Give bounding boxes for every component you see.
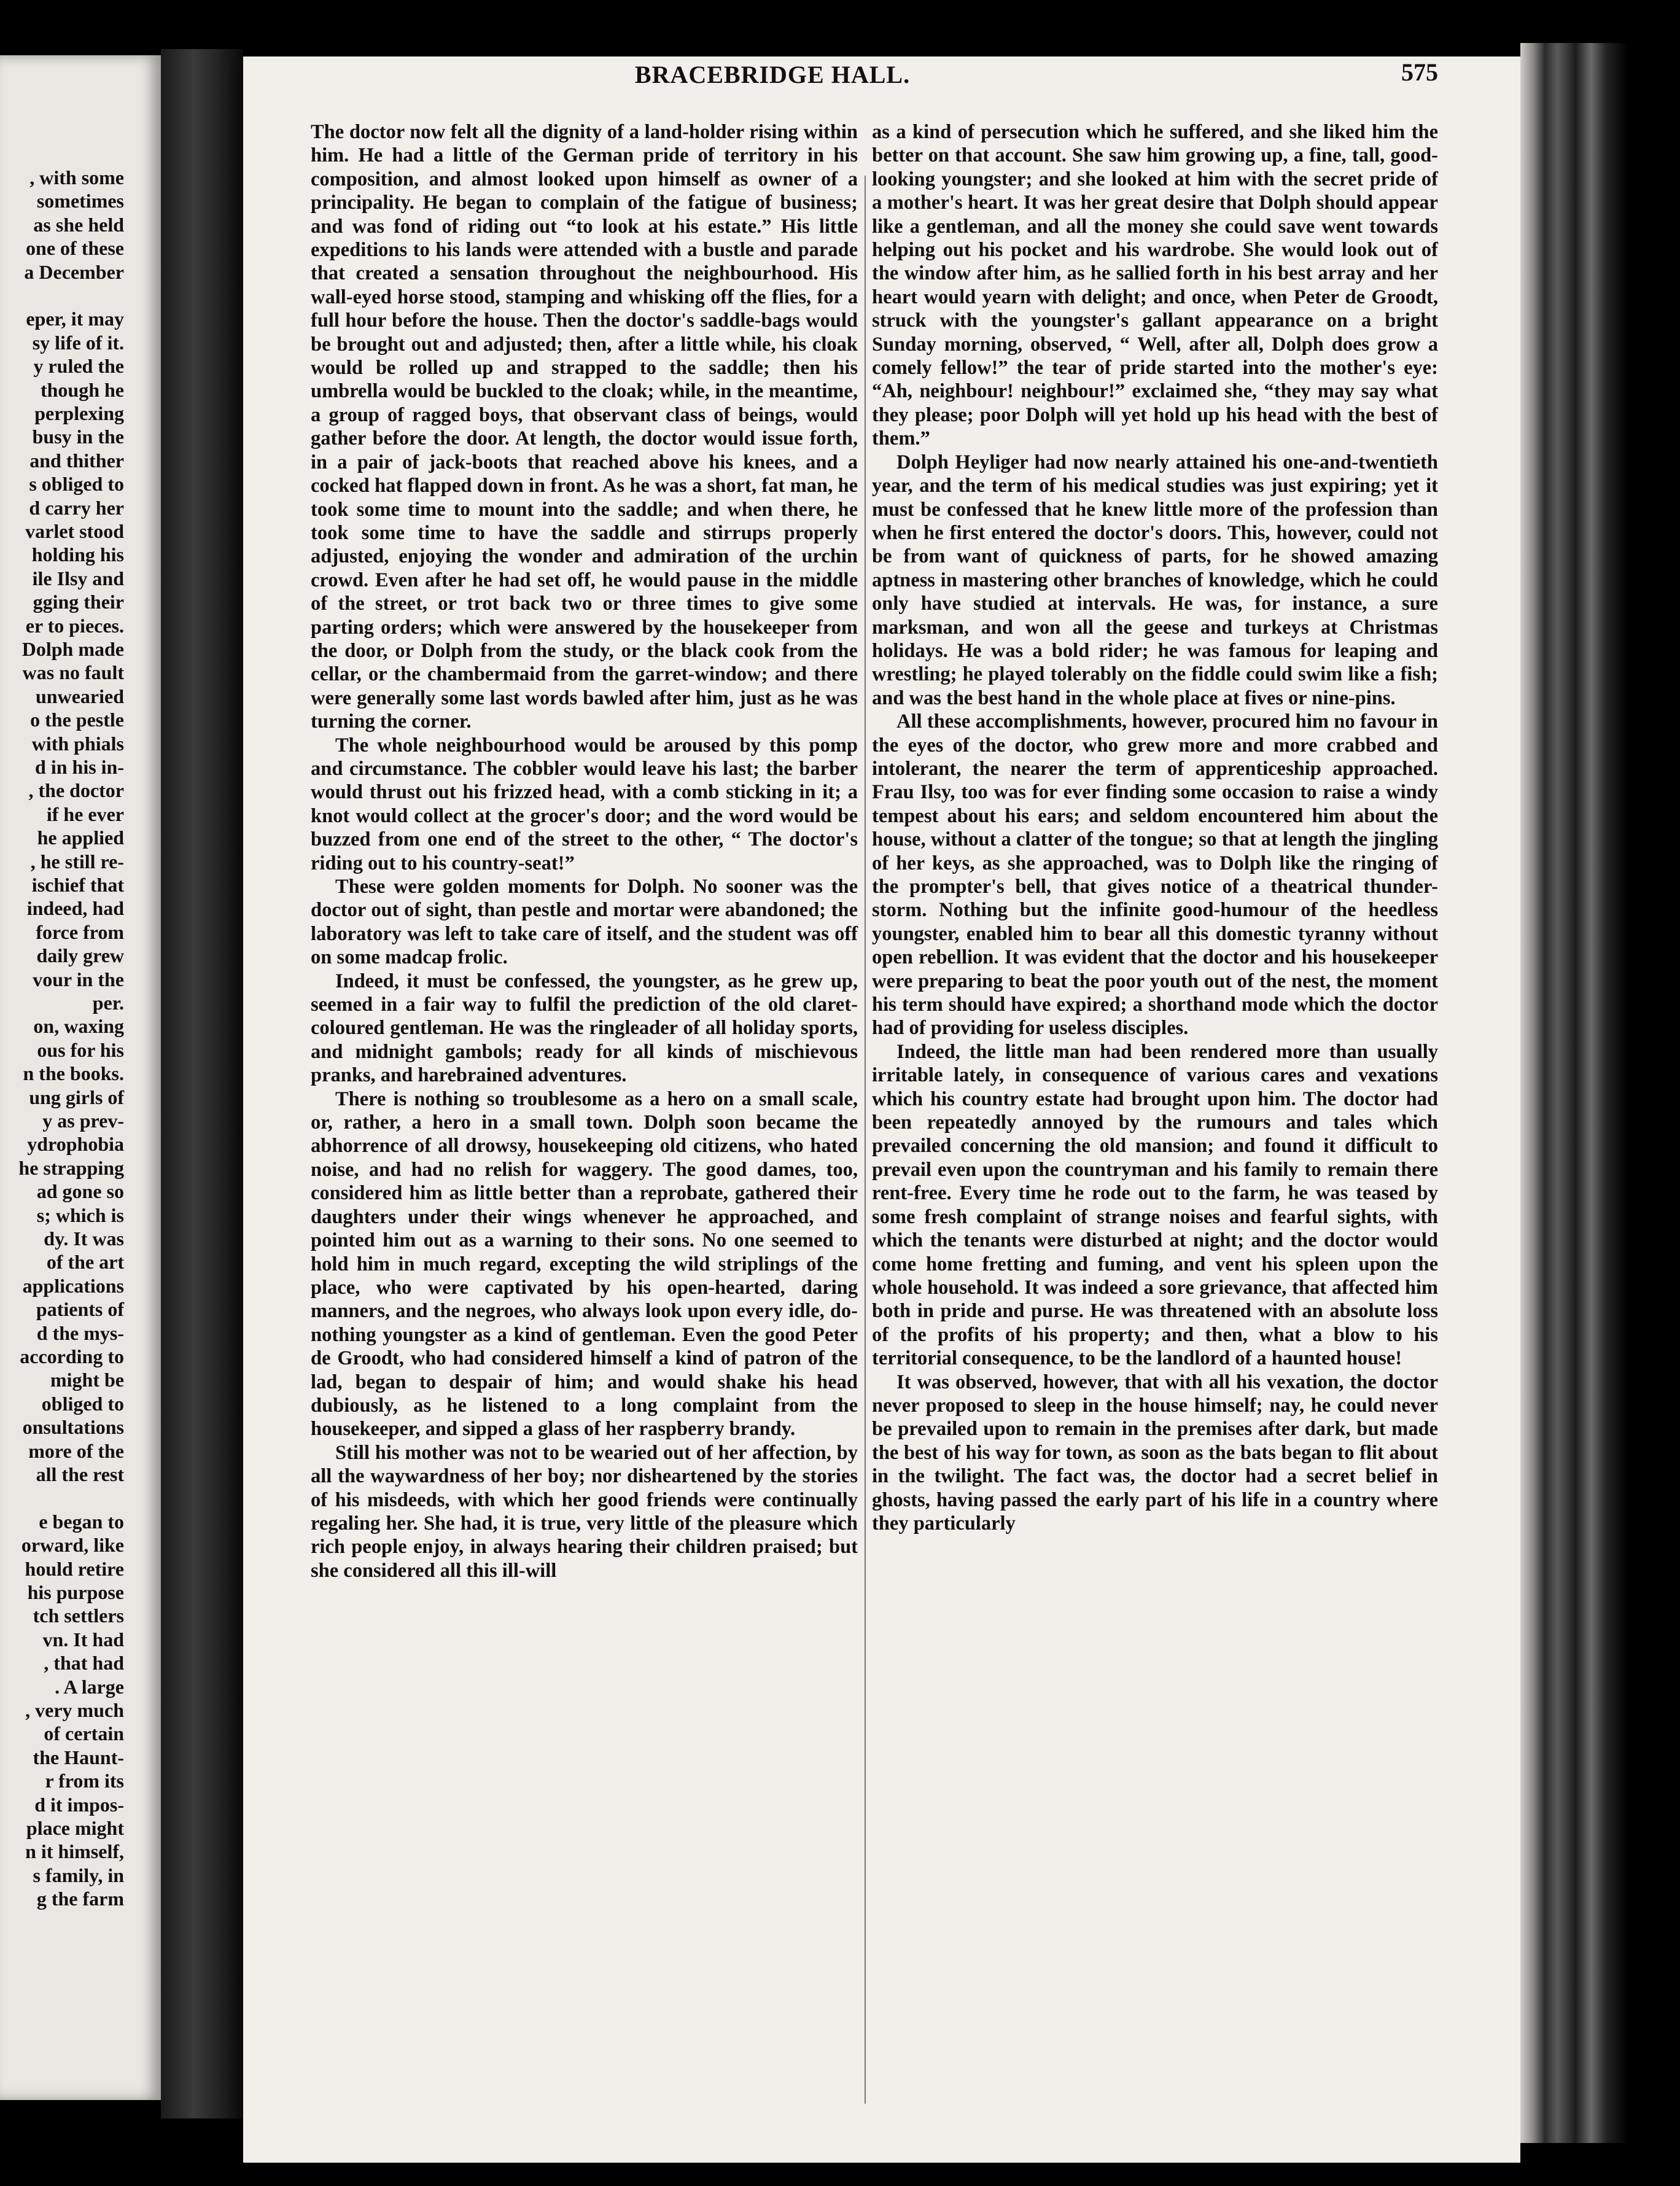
- fragment-line: r from its: [45, 1770, 124, 1792]
- fragment-line: obliged to: [41, 1392, 124, 1415]
- fragment-line: on, waxing: [33, 1015, 124, 1038]
- fragment-line: d carry her: [29, 496, 124, 519]
- fragment-line: varlet stood: [25, 520, 124, 542]
- fragment-line: n it himself,: [25, 1840, 124, 1863]
- fragment-line: sy life of it.: [32, 331, 124, 354]
- fragment-line: ile Ilsy and: [32, 567, 124, 589]
- fragment-line: dy. It was: [44, 1227, 124, 1250]
- fragment-line: holding his: [31, 543, 124, 566]
- fragment-line: . A large: [55, 1675, 124, 1698]
- fragment-line: n the books.: [23, 1062, 124, 1085]
- fragment-line: indeed, had: [26, 897, 124, 920]
- fragment-line: he applied: [37, 827, 124, 849]
- fragment-line: , very much: [25, 1699, 124, 1721]
- page-edge-stack: [1520, 43, 1680, 2143]
- book-gutter: [161, 49, 243, 2118]
- fragment-line: more of the: [28, 1439, 124, 1462]
- fragment-line: vn. It had: [42, 1628, 124, 1651]
- fragment-line: hould retire: [25, 1557, 124, 1580]
- fragment-line: per.: [92, 992, 124, 1014]
- fragment-line: er to pieces.: [25, 614, 124, 637]
- fragment-line: force from: [36, 920, 124, 943]
- fragment-line: g the farm: [36, 1888, 124, 1910]
- fragment-line: y ruled the: [33, 355, 124, 378]
- fragment-line: sometimes: [36, 190, 124, 212]
- fragment-line: as she held: [33, 213, 124, 236]
- paragraph: The doctor now felt all the dignity of a land-holder rising within him. He had a little of the German pride of territory in his composition, and almost looked upon himself as owner of a principality. He began to complain of the fatigue of business; and was fond of riding out “to look at his estate.” His little expeditions to his lands were attended with a bustle and parade that created a sensation throughout the neighbourhood. His wall-eyed horse stood, stamping and whisking off the flies, for a full hour before the house. Then the doctor's saddle-bags would be brought out and adjusted; then, after a little while, his cloak would be rolled up and strapped to the saddle; then his umbrella would be buckled to the cloak; while, in the meantime, a group of ragged boys, that observant class of beings, would gather before the door. At length, the doctor would issue forth, in a pair of jack-boots that reached above his knees, and a cocked hat flapped down in front. As he was a short, fat man, he took some time to mount into the saddle; and when there, he took some time to have the saddle and stirrups properly adjusted, enjoying the wonder and admiration of the urchin crowd. Even after he had set off, he would pause in the middle of the street, or trot back two or three times to give some parting orders; which were answered by the housekeeper from the door, or Dolph from the study, or the black cook from the cellar, or the chambermaid from the garret-window; and there were generally some last words bawled after him, just as he was turning the corner.: [311, 121, 858, 733]
- fragment-line: onsultations: [22, 1416, 124, 1439]
- fragment-line: all the rest: [36, 1463, 124, 1485]
- fragment-line: ous for his: [37, 1038, 124, 1061]
- fragment-line: a December: [24, 260, 124, 283]
- fragment-line: d the mys-: [36, 1321, 124, 1344]
- fragment-line: of certain: [44, 1722, 124, 1745]
- fragment-line: e began to: [39, 1510, 124, 1533]
- fragment-line: busy in the: [32, 426, 124, 448]
- fragment-line: place might: [26, 1817, 124, 1839]
- fragment-line: Dolph made: [21, 638, 124, 660]
- fragment-line: the Haunt-: [33, 1746, 124, 1768]
- fragment-line: of the art: [46, 1251, 124, 1274]
- fragment-line: his purpose: [27, 1581, 124, 1603]
- fragment-line: patients of: [36, 1298, 124, 1321]
- fragment-line: o the pestle: [30, 709, 124, 731]
- fragment-line: and thither: [29, 449, 124, 472]
- paragraph: The whole neighbourhood would be aroused by this pomp and circumstance. The cobbler would leave his last; the barber would thrust out his frizzed head, with a comb sticking in it; a knot would collect at the grocer's door; and the word would be buzzed from one end of the street to the other, “ The doctor's riding out to his country-seat!”: [311, 734, 858, 874]
- left-text-column: [311, 120, 858, 2147]
- fragment-line: , with some: [29, 166, 124, 189]
- fragment-line: s obliged to: [29, 473, 124, 496]
- paragraph: There is nothing so troublesome as a hero on a small scale, or, rather, a hero in a small town. Dolph soon became the abhorrence of all drowsy, housekeeping old citizens, who hated noise, and had no relish for waggery. The good dames, too, considered him as little better than a reprobate, gathered their daughters under their wings whenever he approached, and pointed him out as a warning to their sons. No one seemed to hold him in much regard, excepting the wild striplings of the place, who were captivated by his open-hearted, daring manners, and the negroes, who always look upon every idle, do-nothing youngster as a kind of gentleman. Even the good Peter de Groodt, who had considered himself a kind of patron of the lad, began to despair of him; and would shake his head dubiously, as he listened to a long complaint from the housekeeper, and sipped a glass of her raspberry brandy.: [311, 1087, 858, 1441]
- fragment-line: according to: [20, 1345, 124, 1367]
- fragment-line: was no fault: [22, 661, 124, 684]
- fragment-line: with phials: [31, 732, 124, 755]
- right-text-column: [872, 120, 1438, 2147]
- previous-page-fragment: [0, 55, 161, 2100]
- fragment-line: tch settlers: [33, 1604, 124, 1627]
- fragment-line: y as prev-: [42, 1110, 124, 1132]
- paragraph: Indeed, the little man had been rendered more than usually irritable lately, in consequence of various cares and vexations which his country estate had brought upon him. The doctor had been repeatedly annoyed by the rumours and tales which prevailed concerning the old mansion; and found it difficult to prevail even upon the countryman and his family to remain there rent-free. Every time he rode out to the farm, he was teased by some fresh complaint of strange noises and fearful sights, with which the tenants were disturbed at night; and the doctor would come home fretting and fuming, and vent his spleen upon the whole household. It was indeed a sore grievance, that affected him both in pride and purse. He was threatened with an absolute loss of the profits of his property; and then, what a blow to his territorial consequence, to be the landlord of a haunted house!: [872, 1040, 1438, 1370]
- paragraph: It was observed, however, that with all his vexation, the doctor never proposed to sleep in the house himself; nay, he could never be prevailed upon to remain in the premises after dark, but made the best of his way for town, as soon as the bats began to flit about in the twilight. The fact was, the doctor had a secret belief in ghosts, having passed the early part of his life in a country where they particularly: [872, 1371, 1438, 1534]
- fragment-line: perplexing: [34, 402, 124, 424]
- fragment-line: he strapping: [18, 1156, 124, 1179]
- fragment-line: , that had: [44, 1652, 124, 1675]
- paragraph: as a kind of persecution which he suffered, and she liked him the better on that account. She saw him growing up, a fine, tall, good-looking youngster; and she looked at him with the secret pride of a mother's heart. It was her great desire that Dolph should appear like a gentleman, and all the money she could save went towards helping out his pocket and his wardrobe. She would look out of the window after him, as he sallied forth in his best array and her heart would yearn with delight; and once, when Peter de Groodt, struck with the youngster's gallant appearance on a bright Sunday morning, observed, “ Well, after all, Dolph does grow a comely fellow!” the tear of pride started into the mother's eye: “Ah, neighbour! neighbour!” exclaimed she, “they may say what they please; poor Dolph will yet hold up his head with the best of them.”: [872, 121, 1438, 450]
- paragraph: Indeed, it must be confessed, the youngster, as he grew up, seemed in a fair way to fulfil the prediction of the old claret-coloured gentleman. He was the ringleader of all holiday sports, and midnight gambols; ready for all kinds of mischievous pranks, and harebrained adventures.: [311, 970, 858, 1087]
- running-title: BRACEBRIDGE HALL.: [634, 61, 911, 88]
- fragment-line: if he ever: [46, 803, 124, 825]
- fragment-line: unwearied: [36, 685, 124, 707]
- paragraph: Still his mother was not to be wearied out of her affection, by all the waywardness of her boy; nor disheartened by the stories of his misdeeds, with which her good friends were continually regaling her. She had, it is true, very little of the pleasure which rich people enjoy, in always hearing their children praised; but she considered all this ill-will: [311, 1441, 858, 1582]
- fragment-line: , he still re-: [30, 850, 124, 873]
- fragment-line: ung girls of: [29, 1086, 124, 1108]
- fragment-line: daily grew: [36, 944, 124, 967]
- fragment-line: vour in the: [33, 968, 124, 990]
- fragment-line: might be: [50, 1369, 124, 1391]
- fragment-line: s; which is: [36, 1204, 124, 1226]
- fragment-line: orward, like: [21, 1534, 124, 1557]
- fragment-line: though he: [40, 378, 124, 401]
- paragraph: Dolph Heyliger had now nearly attained his one-and-twentieth year, and the term of his medical studies was just expiring; yet it must be confessed that he knew little more of the profession than when he first entered the doctor's doors. This, however, could not be from want of quickness of parts, for he showed amazing aptness in mastering other branches of knowledge, which he could only have studied at intervals. He was, for instance, a sure marksman, and won all the geese and turkeys at Christmas holidays. He was a bold rider; he was famous for leaping and wrestling; he played tolerably on the fiddle could swim like a fish; and was the best hand in the whole place at fives or nine-pins.: [872, 451, 1438, 709]
- fragment-line: ad gone so: [36, 1180, 124, 1203]
- fragment-line: gging their: [33, 591, 124, 613]
- page-number: 575: [1401, 58, 1438, 86]
- fragment-line: one of these: [26, 237, 124, 260]
- fragment-line: eper, it may: [26, 308, 124, 330]
- paragraph: All these accomplishments, however, procured him no favour in the eyes of the doctor, who grew more and more crabbed and intolerant, the nearer the term of apprenticeship approached. Frau Ilsy, too was for ever finding some occasion to raise a windy tempest about his ears; and seldom encountered him about the house, without a clatter of the tongue; so that at length the jingling of her keys, as she approached, was to Dolph like the ringing of the prompter's bell, that gives notice of a theatrical thunder-storm. Nothing but the infinite good-humour of the heedless youngster, enabled him to bear all this domestic tyranny without open rebellion. It was evident that the doctor and his housekeeper were preparing to beat the poor youth out of the nest, the moment his term should have expired; a shorthand mode which the doctor had of providing for useless disciples.: [872, 710, 1438, 1040]
- fragment-line: , the doctor: [28, 779, 124, 802]
- column-divider: [865, 176, 866, 2104]
- fragment-line: ischief that: [31, 874, 124, 896]
- fragment-line: d it impos-: [34, 1793, 124, 1816]
- fragment-line: d in his in-: [35, 756, 124, 778]
- fragment-line: s family, in: [33, 1864, 124, 1886]
- fragment-line: applications: [22, 1274, 124, 1297]
- fragment-line: ydrophobia: [27, 1133, 124, 1156]
- paragraph: These were golden moments for Dolph. No sooner was the doctor out of sight, than pestle and mortar were abandoned; the laboratory was left to take care of itself, and the student was off on some madcap frolic.: [311, 876, 858, 969]
